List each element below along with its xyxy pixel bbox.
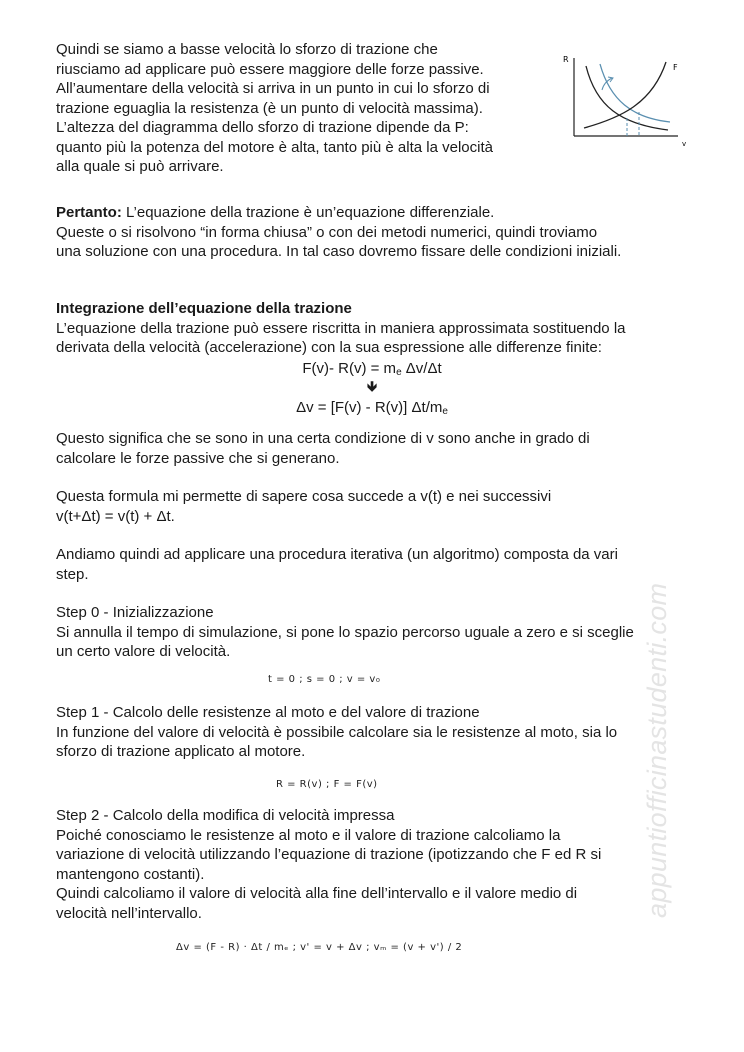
text-line: Queste o si risolvono “in forma chiusa” o con dei metodi numerici, quindi troviamo <box>56 223 598 241</box>
equation-2 <box>0 398 744 422</box>
text-line: L’altezza del diagramma dello sforzo di trazione dipende da P: <box>56 119 469 136</box>
step2-handwritten-formula: Δv = (F - R) · Δt / mₑ ; v' = v + Δv ; vₘ = (v + v') / 2 <box>176 942 463 953</box>
section-heading: Integrazione dell’equazione della trazione <box>56 300 352 317</box>
text-line: step. <box>56 565 89 583</box>
step2-section <box>56 806 696 923</box>
step-title: Step 0 - Inizializzazione <box>56 604 214 621</box>
traction-resistance-sketch <box>560 48 690 148</box>
curve-label-f: F <box>673 63 678 72</box>
formula-paragraph <box>56 487 696 526</box>
step-title: Step 2 - Calcolo della modifica di velocità impressa <box>56 807 395 824</box>
text-line: quanto più la potenza del motore è alta, tanto più è alta la velocità <box>56 138 493 156</box>
equation-2-left: Δv = [F(v) - R(v)] Δt/m <box>296 399 443 416</box>
significa-paragraph <box>56 429 696 468</box>
step0-section <box>56 603 696 662</box>
text-line: Si annulla il tempo di simulazione, si pone lo spazio percorso uguale a zero e si sceglie <box>56 623 634 641</box>
watermark <box>640 560 670 920</box>
x-axis-label: v <box>682 140 687 148</box>
pertanto-label: Pertanto: <box>56 204 122 221</box>
sketch-svg <box>560 48 690 148</box>
text-line: riusciamo ad applicare può essere maggiore delle forze passive. <box>56 60 484 78</box>
step1-handwritten-formula: R = R(v) ; F = F(v) <box>276 779 378 790</box>
text-line: variazione di velocità utilizzando l’equazione di trazione (ipotizzando che F ed R si <box>56 846 602 863</box>
equation-1-left: F(v)- R(v) = m <box>302 360 397 377</box>
text-line: sforzo di trazione applicato al motore. <box>56 743 306 760</box>
equation-1-right: Δv/Δt <box>401 360 442 377</box>
text-line: una soluzione con una procedura. In tal caso dovremo fissare delle condizioni iniziali. <box>56 243 622 260</box>
text-line: L’equazione della trazione può essere riscritta in maniera approssimata sostituendo la <box>56 319 626 337</box>
equation-1-subscript: e <box>396 367 402 378</box>
step0-handwritten-formula: t = 0 ; s = 0 ; v = v₀ <box>268 674 381 685</box>
text-line: In funzione del valore di velocità è possibile calcolare sia le resistenze al moto, sia lo <box>56 723 618 741</box>
text-line: un certo valore di velocità. <box>56 643 231 660</box>
down-arrow-icon: 🡻 <box>366 379 378 395</box>
text-line: alla quale si può arrivare. <box>56 158 224 175</box>
text-line: Quindi se siamo a basse velocità lo sforzo di trazione che <box>56 41 438 58</box>
step-title: Step 1 - Calcolo delle resistenze al moto e del valore di trazione <box>56 704 480 721</box>
text-line <box>56 203 696 223</box>
andiamo-paragraph <box>56 545 696 584</box>
pertanto-paragraph <box>56 203 696 262</box>
text-line: Poiché conosciamo le resistenze al moto e il valore di trazione calcoliamo la <box>56 826 561 844</box>
y-axis-label: R <box>563 55 569 64</box>
text-line: v(t+Δt) = v(t) + Δt. <box>56 507 175 525</box>
step1-section <box>56 703 696 762</box>
pertanto-text: L’equazione della trazione è un’equazione differenziale. <box>121 204 495 221</box>
text-line: calcolare le forze passive che si generano. <box>56 449 340 467</box>
watermark-text: appuntiofficinastudenti.com <box>642 582 672 918</box>
text-line: Andiamo quindi ad applicare una procedura iterativa (un algoritmo) composta da vari <box>56 546 618 563</box>
text-line: Questo significa che se sono in una certa condizione di v sono anche in grado di <box>56 430 590 447</box>
traction-curve-f-high-power <box>600 64 670 122</box>
text-line: velocità nell’intervallo. <box>56 904 202 922</box>
integrazione-section <box>56 299 696 358</box>
text-line: trazione eguaglia la resistenza (è un punto di velocità massima). <box>56 99 483 117</box>
text-line: mantengono costanti). <box>56 865 205 883</box>
equation-2-subscript: e <box>442 406 448 417</box>
text-line: All’aumentare della velocità si arriva in un punto in cui lo sforzo di <box>56 80 490 97</box>
text-line: derivata della velocità (accelerazione) con la sua espressione alle differenze finite: <box>56 339 602 356</box>
text-line: Questa formula mi permette di sapere cosa succede a v(t) e nei successivi <box>56 488 552 505</box>
text-line: Quindi calcoliamo il valore di velocità alla fine dell’intervallo e il valore medio di <box>56 885 578 902</box>
